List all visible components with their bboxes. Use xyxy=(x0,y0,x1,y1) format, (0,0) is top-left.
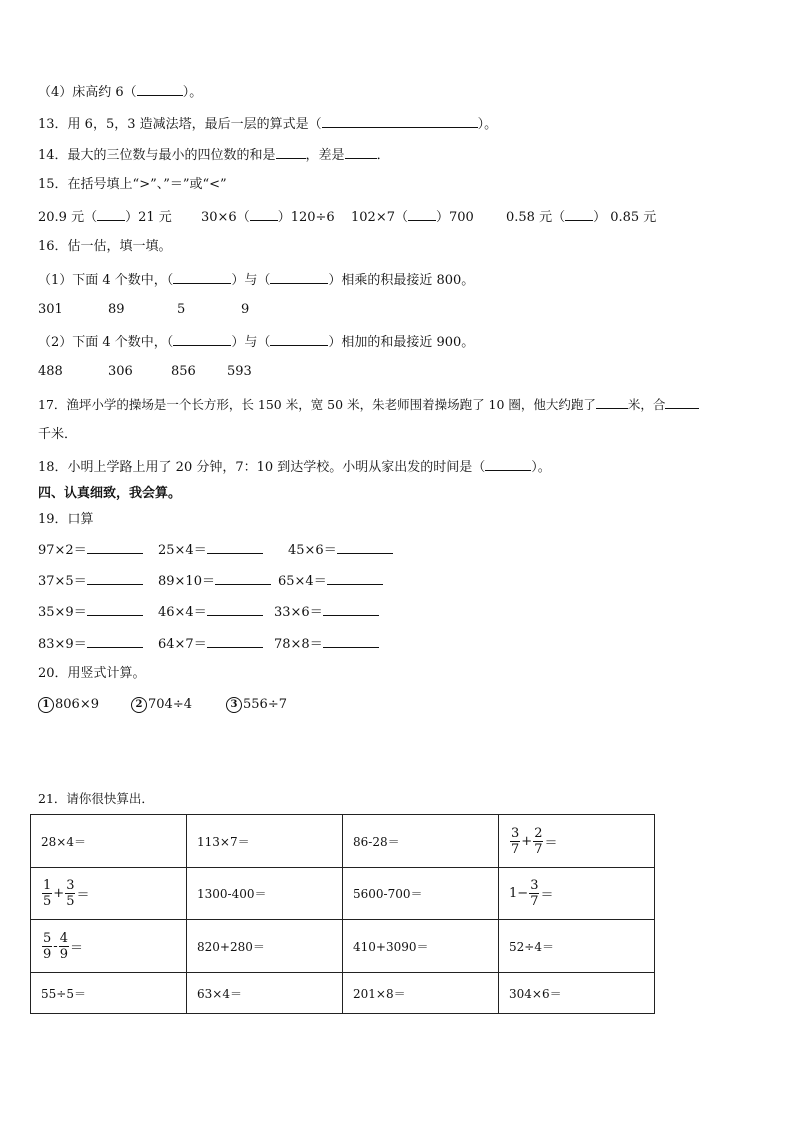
answer-blank[interactable] xyxy=(276,145,306,159)
q18: 18．小明上学路上用了 20 分钟，7：10 到达学校。小明从家出发的时间是（ ）。 xyxy=(38,457,551,477)
answer-blank[interactable] xyxy=(97,207,125,221)
fraction: $\frac{2}{7}$ xyxy=(534,825,543,857)
answer-blank[interactable] xyxy=(87,540,143,554)
q17: 17．渔坪小学的操场是一个长方形，长 150 米，宽 50 米，朱老师围着操场跑了 10 圈，他大约跑了 米，合 xyxy=(38,395,699,414)
table-row xyxy=(31,920,655,973)
fraction: $\frac{3}{7}$ xyxy=(511,825,520,857)
number: 5 xyxy=(177,302,186,317)
answer-blank[interactable] xyxy=(485,457,531,471)
compare-item: 20.9 元（ ）21 元 xyxy=(38,207,172,227)
number: 89 xyxy=(108,302,125,317)
vertical-calc-item: 1 806×9 xyxy=(38,696,99,714)
table-cell[interactable]: 55÷5＝ xyxy=(31,973,187,1014)
number: 593 xyxy=(227,364,252,379)
q16-part2: （2）下面 4 个数中，（ ）与（ ）相加的和最接近 900。 xyxy=(38,332,474,352)
table-cell[interactable]: 86-28＝ xyxy=(343,815,499,868)
answer-blank[interactable] xyxy=(87,602,143,616)
answer-blank[interactable] xyxy=(408,207,436,221)
q20-title: 20．用竖式计算。 xyxy=(38,666,146,681)
vertical-calc-item: 2 704÷4 xyxy=(131,696,192,714)
answer-blank[interactable] xyxy=(323,602,379,616)
table-cell[interactable]: $\frac{5}{9}$ - $\frac{4}{9}$ ＝ xyxy=(31,920,187,973)
table-cell[interactable]: 28×4＝ xyxy=(31,815,187,868)
compare-item: 30×6（ ）120÷6 xyxy=(201,207,335,227)
answer-blank[interactable] xyxy=(270,270,328,284)
circled-number-icon: 2 xyxy=(131,697,147,713)
answer-blank[interactable] xyxy=(137,82,183,96)
vertical-calc-item: 3 556÷7 xyxy=(226,696,287,714)
answer-blank[interactable] xyxy=(270,332,328,346)
table-cell[interactable]: 1300-400＝ xyxy=(187,868,343,920)
answer-blank[interactable] xyxy=(323,634,379,648)
q14: 14．最大的三位数与最小的四位数的和是 ，差是 ． xyxy=(38,145,390,165)
answer-blank[interactable] xyxy=(207,634,263,648)
answer-blank[interactable] xyxy=(207,602,263,616)
table-cell[interactable]: 63×4＝ xyxy=(187,973,343,1014)
table-cell[interactable]: 820+280＝ xyxy=(187,920,343,973)
q17-line2: 千米． xyxy=(38,427,78,442)
q16-part1: （1）下面 4 个数中，（ ）与（ ）相乘的积最接近 800。 xyxy=(38,270,474,290)
number: 306 xyxy=(108,364,133,379)
compare-item: 102×7（ ）700 xyxy=(351,207,474,227)
answer-blank[interactable] xyxy=(337,540,393,554)
section-heading: 四、认真细致，我会算。 xyxy=(38,486,182,501)
answer-blank[interactable] xyxy=(665,395,699,409)
number: 856 xyxy=(171,364,196,379)
q15-title: 15．在括号填上“>”、”＝”或“<” xyxy=(38,177,227,192)
answer-blank[interactable] xyxy=(87,571,143,585)
table-cell[interactable]: 304×6＝ xyxy=(499,973,655,1014)
table-cell[interactable]: $\frac{3}{7}$ + $\frac{2}{7}$ ＝ xyxy=(499,815,655,868)
table-cell[interactable]: 1− $\frac{3}{7}$ ＝ xyxy=(499,868,655,920)
table-cell[interactable]: 410+3090＝ xyxy=(343,920,499,973)
table-row xyxy=(31,815,655,868)
table-cell[interactable]: 52÷4＝ xyxy=(499,920,655,973)
answer-blank[interactable] xyxy=(327,571,383,585)
fraction: $\frac{3}{7}$ xyxy=(530,878,539,909)
answer-blank[interactable] xyxy=(207,540,263,554)
answer-blank[interactable] xyxy=(215,571,271,585)
fraction: $\frac{5}{9}$ xyxy=(43,930,52,962)
table-row xyxy=(31,868,655,920)
answer-blank[interactable] xyxy=(565,207,593,221)
table-cell[interactable]: 113×7＝ xyxy=(187,815,343,868)
table-cell[interactable]: $\frac{1}{5}$ + $\frac{3}{5}$ ＝ xyxy=(31,868,187,920)
number: 488 xyxy=(38,364,63,379)
answer-blank[interactable] xyxy=(322,114,478,128)
answer-blank[interactable] xyxy=(250,207,278,221)
q13: 13．用 6，5，3 造减法塔，最后一层的算式是（ ）。 xyxy=(38,114,497,134)
q12-4: （4）床高约 6（ ）。 xyxy=(38,82,202,102)
answer-blank[interactable] xyxy=(87,634,143,648)
circled-number-icon: 3 xyxy=(226,697,242,713)
answer-blank[interactable] xyxy=(173,332,231,346)
table-cell[interactable]: 5600-700＝ xyxy=(343,868,499,920)
circled-number-icon: 1 xyxy=(38,697,54,713)
compare-item: 0.58 元（ ） 0.85 元 xyxy=(506,207,656,227)
number: 301 xyxy=(38,302,63,317)
table-row xyxy=(31,973,655,1014)
table-cell[interactable]: 201×8＝ xyxy=(343,973,499,1014)
q19-title: 19．口算 xyxy=(38,512,94,527)
fraction: $\frac{1}{5}$ xyxy=(43,878,52,909)
fraction: $\frac{4}{9}$ xyxy=(59,930,68,962)
answer-blank[interactable] xyxy=(173,270,231,284)
q21-title: 21．请你很快算出． xyxy=(38,791,154,806)
fraction: $\frac{3}{5}$ xyxy=(66,878,75,909)
quick-calc-table xyxy=(30,814,655,1014)
number: 9 xyxy=(241,302,250,317)
answer-blank[interactable] xyxy=(596,395,628,409)
answer-blank[interactable] xyxy=(345,145,377,159)
q16-title: 16．估一估，填一填。 xyxy=(38,239,172,254)
